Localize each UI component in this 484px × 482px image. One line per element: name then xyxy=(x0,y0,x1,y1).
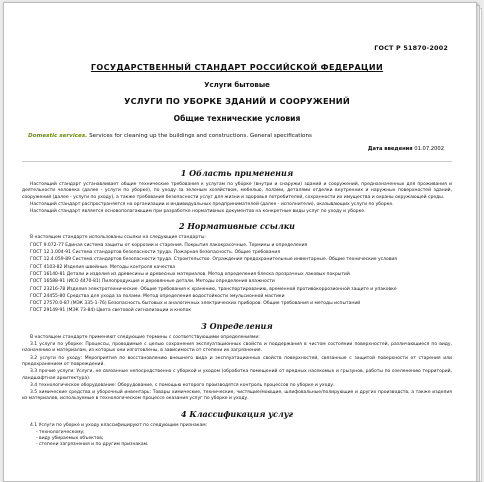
reference-item: ГОСТ 4103-82 Изделия швейные. Методы контроля качества xyxy=(30,264,176,270)
document-page xyxy=(3,2,477,482)
document-subtitle: Услуги бытовые xyxy=(204,81,270,89)
reference-item: ГОСТ 9.072-77 Единая система защиты от коррозии и старения. Покрытия лакокрасочные. Термины и определения xyxy=(30,242,308,248)
paragraph: Настоящий стандарт распространяется на организации и индивидуальных предпринимателей (далее - исполнители), оказывающих услуги по уборке. xyxy=(30,201,394,207)
standard-title: ГОСУДАРСТВЕННЫЙ СТАНДАРТ РОССИЙСКОЙ ФЕДЕРАЦИИ xyxy=(90,63,384,72)
reference-item: ГОСТ 24455-80 Средства для ухода за полами. Метод определения водостойкости эмульсионной мастики xyxy=(30,293,285,299)
paragraph: Настоящий стандарт устанавливает общие технические требования к услугам по уборке (внутри и снаружи) зданий и сооружений, предназначенных для проживания и деятельности человека (далее - услуги по уборке), по уходу за зеленым хозяйством, мебелью, полами, деталями отделки внутренних и наружных поверхностей зданий, сооружений (далее - услуги по уходу), а также требования безопасности услуг для жизни и здоровья потребителей, сохранности их имущества и охраны окружающей среды. xyxy=(22,182,452,200)
effective-date xyxy=(22,146,444,152)
classification-list xyxy=(22,430,452,448)
paragraph: 4.1 Услуги по уборке и уходу классифицируют по следующим признакам: xyxy=(30,422,208,428)
paragraph: В настоящем стандарте использованы ссылки на следующие стандарты: xyxy=(30,235,206,241)
reference-item: ГОСТ 12.4.059-89 Система стандартов безопасности труда. Строительство. Ограждения предохранительные инвентарные. Общие технические условия xyxy=(30,257,398,263)
definition-item: 3.4 технологическое оборудование: Оборудование, с помощью которого производятся контроль процессов по уборке и уходу. xyxy=(30,382,335,388)
section-title: 3 Определения xyxy=(201,320,273,331)
list-item: - технологическому; xyxy=(36,430,85,436)
english-title-text: Services for cleaning up the buildings and constructions. General specifications xyxy=(87,133,312,139)
reference-item: ГОСТ 12.1.004-91 Система стандартов безопасности труда. Пожарная безопасность. Общие требования xyxy=(30,250,281,256)
definition-item: 3.1 услуги по уборке: Процессы, проводимые с целью сохранения эксплуатационных свойств и поддержания в чистом состоянии поверхностей, различающиеся по виду, назначению и материалам, из которых они изготовлены, в зависимости от степени их загрязнения. xyxy=(22,342,452,354)
section-title: 4 Классификация услуг xyxy=(180,408,294,419)
reference-item: ГОСТ 16588-91 (ИСО 4470-81) Пилопродукция и деревянные детали. Методы определения влажности xyxy=(30,279,275,285)
document-content xyxy=(22,43,452,448)
effective-date-value: 01.07.2002 xyxy=(412,146,444,152)
list-item: - степени загрязнения и по другим признакам. xyxy=(36,442,149,448)
paragraph: В настоящем стандарте применяют следующие термины с соответствующими определениями: xyxy=(30,334,260,340)
document-subheading: Общие технические условия xyxy=(173,114,301,123)
definition-item: 3.3 прочие услуги: Услуги, не связанные непосредственно с уборкой и уходом (обработка помещений от вредных насекомых и грызунов, работы по озеленению территорий, ландшафтная архитектура). xyxy=(22,369,452,381)
document-number: ГОСТ Р 51870-2002 xyxy=(374,44,448,52)
english-title-highlight: Domestic services. xyxy=(28,133,88,139)
list-item: - виду убираемых объектов; xyxy=(36,436,104,442)
english-title xyxy=(28,133,452,139)
document-title: УСЛУГИ ПО УБОРКЕ ЗДАНИЙ И СООРУЖЕНИЙ xyxy=(124,96,350,106)
definition-item: 3.5 химические средства и уборочный инвентарь: Товары химические, технические, чистящие/моющие, шлифовальные/полирующие и других производств, а также изделия из материалов, используемые в технологическом процессе оказания услуг по уборке и уходу. xyxy=(22,390,452,402)
reference-item: ГОСТ 23216-78 Изделия электротехнические. Общие требования к хранению, транспортированию, временной противокоррозионной защите и упаковке xyxy=(30,286,397,292)
divider xyxy=(22,161,452,162)
section-title: 1 Область применения xyxy=(180,168,294,178)
paragraph: Настоящий стандарт является основополагающим при разработке нормативных документов на конкретные виды услуг по уходу и уборке. xyxy=(30,209,366,215)
reference-item: ГОСТ 27570.0-87 (МЭК 335-1-76) Безопасность бытовых и аналогичных электрических приборов. Общие требования и методы испытаний xyxy=(30,301,361,307)
section-title: 2 Нормативные ссылки xyxy=(179,221,295,232)
reference-item: ГОСТ 16140-81 Детали и изделия из древесины и древесных материалов. Метод определения блеска прозрачных лаковых покрытий xyxy=(30,271,350,277)
effective-date-label: Дата введения xyxy=(367,146,413,152)
reference-item: ГОСТ 29149-91 (МЭК 73-84) Цвета световой сигнализации и кнопок xyxy=(30,308,192,314)
definition-item: 3.2 услуги по уходу: Мероприятия по восстановлению внешнего вида и эксплуатационных свойств поверхностей, связанные с защитой поверхности от старения или предохранением от повреждений. xyxy=(22,355,452,367)
